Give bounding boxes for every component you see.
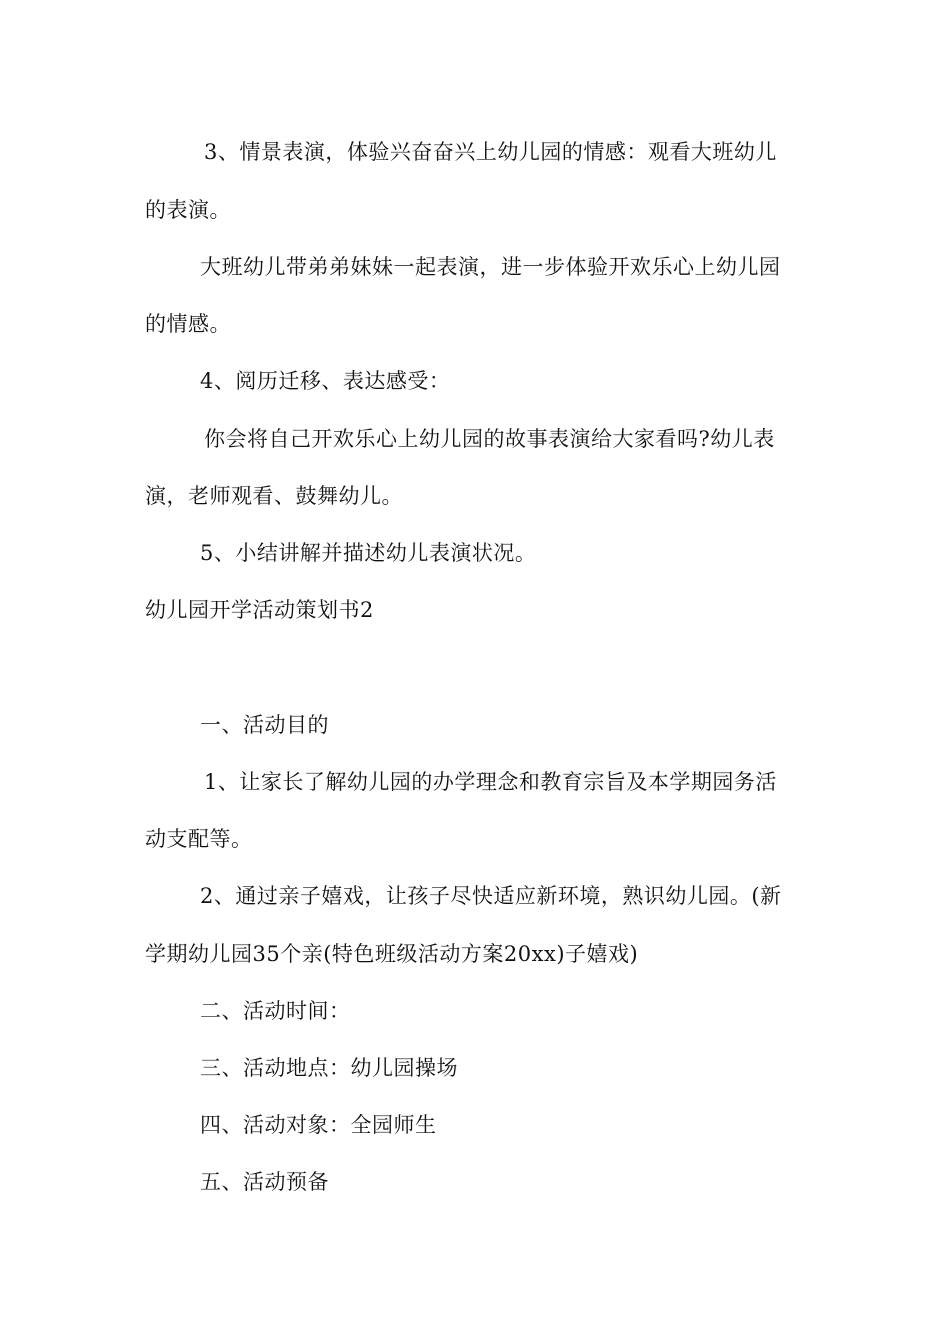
paragraph-line: 4、阅历迁移、表达感受： xyxy=(200,369,451,393)
paragraph-line: 你会将自己开欢乐心上幼儿园的故事表演给大家看吗?幼儿表 xyxy=(204,427,775,451)
section-title: 幼儿园开学活动策划书2 xyxy=(145,598,374,622)
paragraph-line: 2、通过亲子嬉戏，让孩子尽快适应新环境，熟识幼儿园。(新 xyxy=(200,884,782,908)
heading-line: 三、活动地点：幼儿园操场 xyxy=(200,1056,458,1080)
paragraph-line: 大班幼儿带弟弟妹妹一起表演，进一步体验开欢乐心上幼儿园 xyxy=(200,255,781,279)
paragraph-line: 的表演。 xyxy=(145,198,231,222)
paragraph-line: 动支配等。 xyxy=(145,827,253,851)
heading-line: 二、活动时间： xyxy=(200,999,351,1023)
heading-line: 一、活动目的 xyxy=(200,713,329,737)
paragraph-line: 学期幼儿园35个亲(特色班级活动方案20xx)子嬉戏) xyxy=(145,942,639,966)
heading-line: 五、活动预备 xyxy=(200,1170,329,1194)
heading-line: 四、活动对象：全园师生 xyxy=(200,1113,437,1137)
paragraph-line: 演，老师观看、鼓舞幼儿。 xyxy=(145,484,403,508)
paragraph-line: 的情感。 xyxy=(145,312,231,336)
paragraph-line: 3、情景表演，体验兴奋奋兴上幼儿园的情感：观看大班幼儿 xyxy=(204,140,777,164)
paragraph-line: 1、让家长了解幼儿园的办学理念和教育宗旨及本学期园务活 xyxy=(204,770,777,794)
paragraph-line: 5、小结讲解并描述幼儿表演状况。 xyxy=(200,541,537,565)
